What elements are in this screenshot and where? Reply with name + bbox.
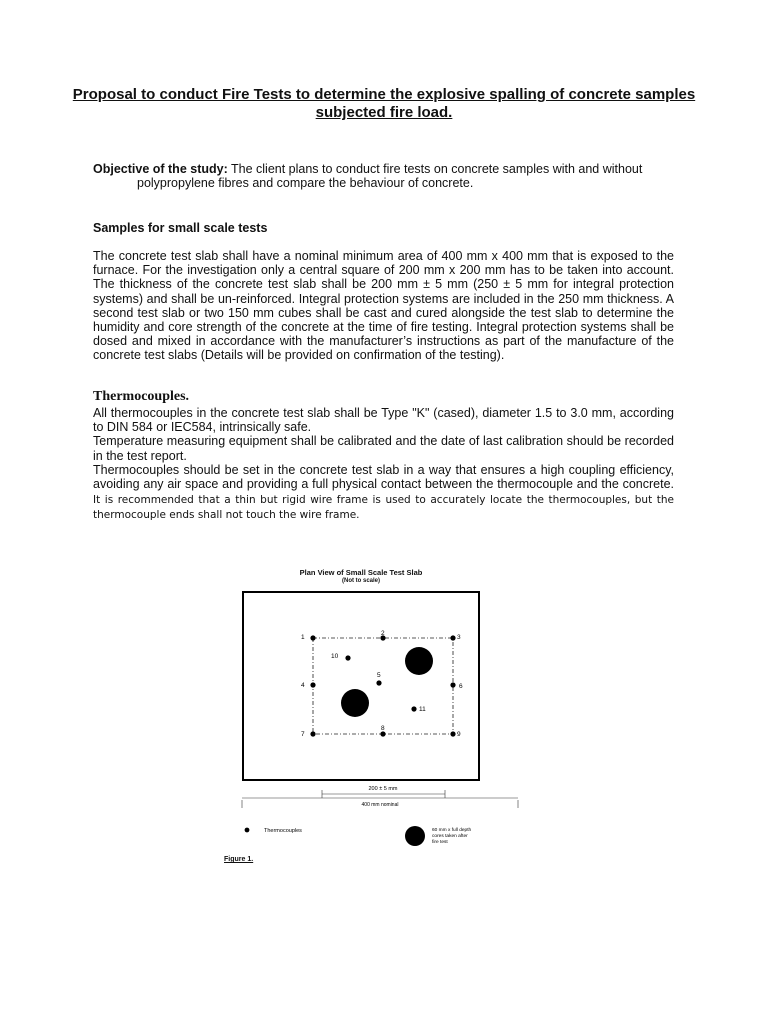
- dim-inner-label: 200 ± 5 mm: [368, 786, 398, 792]
- point-label-11: 11: [419, 706, 426, 713]
- thermocouple-9: [450, 731, 455, 736]
- legend-core-symbol: [405, 826, 425, 846]
- core-1: [405, 647, 433, 675]
- legend-cores-line3: fire test: [432, 840, 448, 845]
- legend-cores-line1: 60 mm x full depth: [432, 828, 472, 833]
- thermocouples-paragraph-3-start: Thermocouples should be set in the concrete test slab in a way that ensures a high coupling efficiency, avoiding any air space and providing a full physical contact between the thermocouple and the concrete.: [93, 462, 674, 492]
- dim-outer-label: 400 mm nominal: [361, 802, 399, 808]
- legend-thermocouple-symbol: [245, 828, 250, 833]
- objective-text-line2: polypropylene fibres and compare the behaviour of concrete.: [137, 176, 474, 191]
- slab-diagram: [200, 560, 540, 880]
- point-label-4: 4: [301, 682, 305, 689]
- objective-text-line1: The client plans to conduct fire tests on concrete samples with and without: [227, 162, 643, 176]
- legend-thermocouples-label: Thermocouples: [264, 828, 302, 834]
- point-label-6: 6: [459, 683, 463, 690]
- objective-paragraph: [93, 162, 674, 190]
- thermocouples-paragraph-3-end: It is recommended that a thin but rigid wire frame is used to accurately locate the thermocouples, but the thermocouple ends shall not touch the wire frame.: [93, 494, 674, 522]
- samples-paragraph: The concrete test slab shall have a nominal minimum area of 400 mm x 400 mm that is exposed to the furnace. For the investigation only a central square of 200 mm x 200 mm has to be taken into account. The thickness of the concrete test slab shall be 200 mm ± 5 mm (250 ± 5 mm for integral protection systems) and shall be un-reinforced. Integral protection systems are included in the 250 mm thickness. A second test slab or two 150 mm cubes shall be cast and cured alongside the test slab to determine the humidity and core strength of the concrete at the time of fire testing. Integral protection systems shall be dosed and mixed in accordance with the manufacturer’s instructions as part of the manufacture of the concrete test slabs (Details will be provided on confirmation of the testing).: [93, 249, 674, 363]
- point-label-2: 2: [381, 630, 385, 637]
- point-label-8: 8: [381, 725, 385, 732]
- thermocouples-paragraph-3: [93, 463, 674, 523]
- document-title: Proposal to conduct Fire Tests to determine the explosive spalling of concrete samples subjected fire load.: [72, 86, 696, 121]
- point-label-5: 5: [377, 672, 381, 679]
- thermocouple-4: [310, 682, 315, 687]
- thermocouple-1: [310, 635, 315, 640]
- point-label-9: 9: [457, 731, 461, 738]
- point-label-3: 3: [457, 634, 461, 641]
- core-2: [341, 689, 369, 717]
- figure-subtitle: (Not to scale): [341, 578, 380, 584]
- thermocouple-7: [310, 731, 315, 736]
- point-label-10: 10: [331, 653, 339, 660]
- thermocouple-3: [450, 635, 455, 640]
- objective-label: Objective of the study:: [93, 162, 228, 176]
- thermocouple-8: [380, 731, 385, 736]
- thermocouples-paragraph-1: All thermocouples in the concrete test slab shall be Type "K" (cased), diameter 1.5 to 3.0 mm, according to DIN 584 or IEC584, intrinsically safe.: [93, 406, 674, 435]
- legend-cores-line2: cores taken after: [432, 834, 468, 839]
- thermocouples-section: [93, 406, 674, 523]
- point-label-7: 7: [301, 731, 305, 738]
- thermocouple-11: [411, 706, 416, 711]
- figure-title: Plan View of Small Scale Test Slab: [299, 568, 423, 577]
- thermocouples-paragraph-2: Temperature measuring equipment shall be calibrated and the date of last calibration should be recorded in the test report.: [93, 434, 674, 463]
- point-label-1: 1: [301, 634, 305, 641]
- thermocouple-6: [450, 682, 455, 687]
- figure-caption: Figure 1.: [224, 856, 254, 863]
- thermocouple-5: [376, 680, 381, 685]
- thermocouple-10: [345, 655, 350, 660]
- thermocouples-heading: Thermocouples.: [93, 389, 190, 404]
- samples-heading: Samples for small scale tests: [93, 221, 268, 235]
- figure-1: [200, 560, 540, 880]
